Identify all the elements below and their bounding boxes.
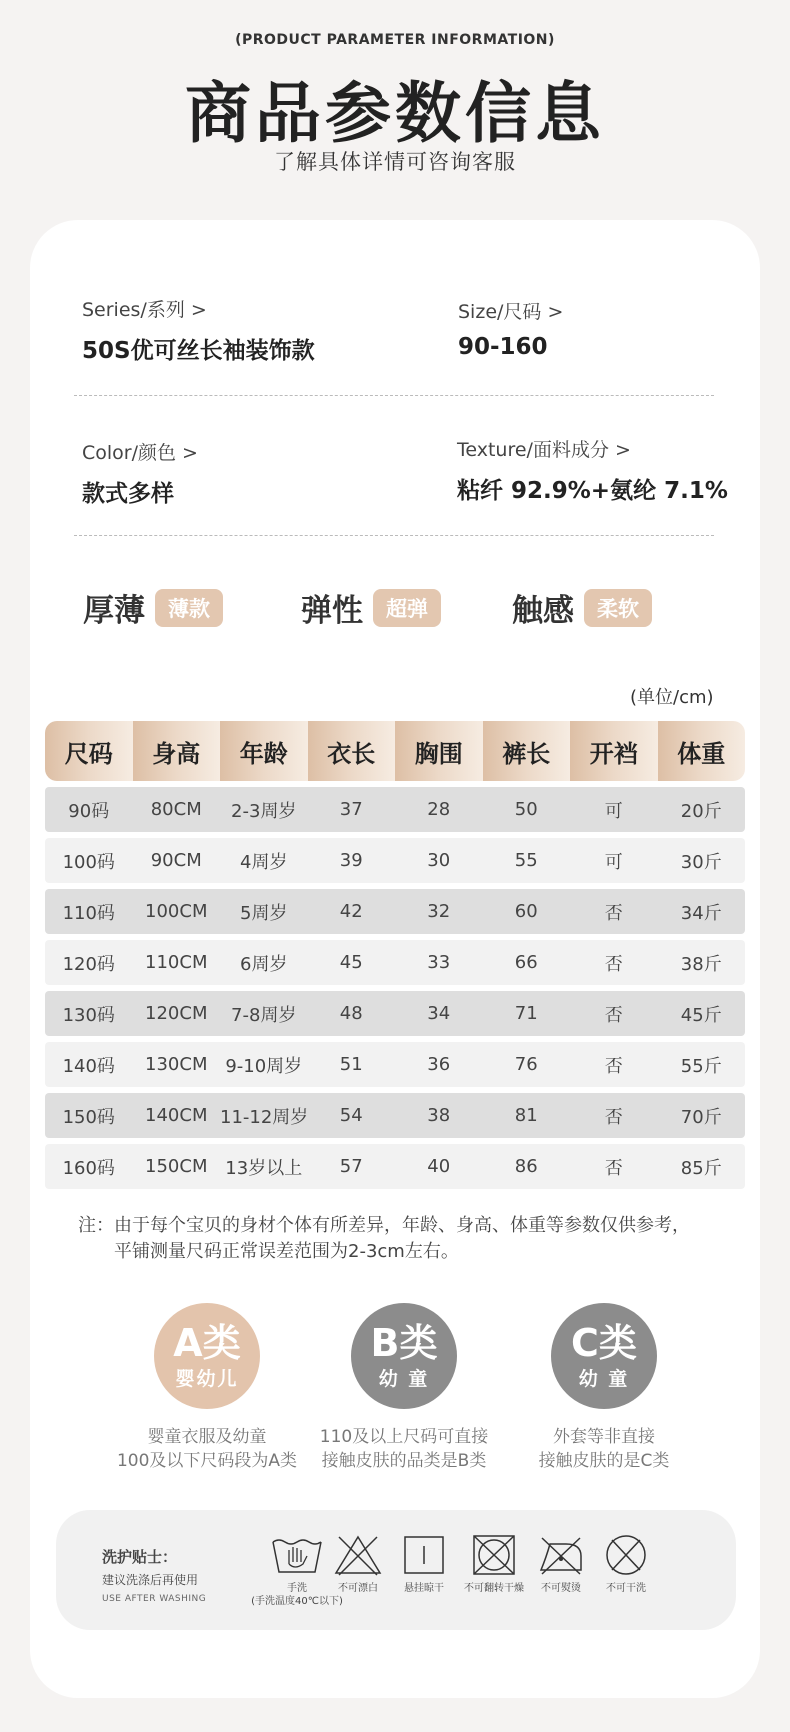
table-cell: 55 (483, 838, 571, 883)
feature-tag: 超弹 (373, 589, 441, 627)
param-series-value: 50S优可丝长袖装饰款 (82, 338, 315, 364)
table-row (45, 1093, 745, 1138)
table-cell: 34 (395, 991, 483, 1036)
table-cell: 140码 (45, 1042, 133, 1087)
feature-thickness (83, 585, 223, 630)
table-cell: 130CM (133, 1042, 221, 1087)
category-badge-title: A类 (173, 1320, 241, 1365)
table-cell: 48 (308, 991, 396, 1036)
category-badge-subtitle: 婴幼儿 (175, 1367, 239, 1390)
table-cell: 120码 (45, 940, 133, 985)
page-header (0, 0, 790, 220)
table-row (45, 991, 745, 1036)
table-cell: 否 (570, 991, 658, 1036)
param-texture-value: 粘纤 92.9%+氨纶 7.1% (457, 478, 728, 504)
category-badge-subtitle: 幼 童 (578, 1367, 630, 1390)
table-cell: 45 (308, 940, 396, 985)
table-cell: 39 (308, 838, 396, 883)
table-row (45, 889, 745, 934)
category-description (97, 1425, 317, 1473)
table-cell: 150码 (45, 1093, 133, 1138)
table-row (45, 838, 745, 883)
table-cell: 13岁以上 (220, 1144, 308, 1189)
table-cell: 100CM (133, 889, 221, 934)
care-title-block (102, 1546, 206, 1604)
page-subtitle: 了解具体详情可咨询客服 (274, 150, 516, 174)
table-header-cell: 衣长 (308, 721, 396, 781)
table-cell: 110码 (45, 889, 133, 934)
table-cell: 81 (483, 1093, 571, 1138)
category-desc-line: 110及以上尺码可直接 (319, 1427, 489, 1447)
table-header-cell: 尺码 (45, 721, 133, 781)
category-badge-title: C类 (571, 1320, 637, 1365)
category-badge-title: B类 (370, 1320, 438, 1365)
hang-dry-icon (399, 1534, 449, 1576)
table-cell: 否 (570, 1144, 658, 1189)
table-cell: 160码 (45, 1144, 133, 1189)
table-cell: 120CM (133, 991, 221, 1036)
table-cell: 60 (483, 889, 571, 934)
table-cell: 85斤 (658, 1144, 746, 1189)
table-header-cell: 胸围 (395, 721, 483, 781)
table-cell: 否 (570, 940, 658, 985)
no-dry-clean-icon (601, 1534, 651, 1576)
table-cell: 80CM (133, 787, 221, 832)
divider (74, 535, 714, 536)
note-line: 平铺测量尺码正常误差范围为2-3cm左右。 (114, 1241, 459, 1262)
table-cell: 76 (483, 1042, 571, 1087)
feature-name: 触感 (512, 593, 574, 629)
care-item-label: 悬挂晾干 (404, 1583, 444, 1594)
feature-elasticity (301, 585, 441, 630)
category-badge (351, 1303, 457, 1409)
table-cell: 38 (395, 1093, 483, 1138)
table-header-row (45, 721, 745, 781)
care-item-label: 手洗 (287, 1583, 307, 1594)
feature-tag: 柔软 (584, 589, 652, 627)
care-item-label: 不可漂白 (338, 1583, 378, 1594)
table-row (45, 940, 745, 985)
param-size-value: 90-160 (458, 334, 548, 360)
category-b (294, 1303, 514, 1473)
table-cell: 140CM (133, 1093, 221, 1138)
category-badge (551, 1303, 657, 1409)
table-cell: 90码 (45, 787, 133, 832)
table-cell: 150CM (133, 1144, 221, 1189)
care-item-hang-dry (386, 1534, 462, 1595)
divider (74, 395, 714, 396)
param-series (82, 295, 315, 365)
param-size (458, 297, 563, 360)
category-badge (154, 1303, 260, 1409)
table-row (45, 1042, 745, 1087)
table-cell: 71 (483, 991, 571, 1036)
no-tumble-dry-icon (469, 1534, 519, 1576)
no-iron-icon (536, 1534, 586, 1576)
table-cell: 28 (395, 787, 483, 832)
feature-name: 厚薄 (83, 593, 145, 629)
table-cell: 否 (570, 889, 658, 934)
table-cell: 51 (308, 1042, 396, 1087)
care-item-no-bleach (320, 1534, 396, 1595)
category-description (294, 1425, 514, 1473)
table-cell: 70斤 (658, 1093, 746, 1138)
care-item-label: (手洗温度40℃以下) (251, 1596, 343, 1607)
size-table (45, 715, 745, 1195)
param-texture (457, 435, 728, 505)
care-item-label: 不可翻转干燥 (464, 1583, 524, 1594)
category-desc-line: 外套等非直接 (553, 1427, 655, 1447)
param-color-value: 款式多样 (82, 481, 174, 507)
care-subtitle-en: USE AFTER WASHING (102, 1594, 207, 1604)
table-header-cell: 身高 (133, 721, 221, 781)
table-cell: 否 (570, 1093, 658, 1138)
table-cell: 36 (395, 1042, 483, 1087)
category-desc-line: 接触皮肤的品类是B类 (321, 1451, 487, 1471)
table-cell: 33 (395, 940, 483, 985)
table-cell: 55斤 (658, 1042, 746, 1087)
table-header-cell: 年龄 (220, 721, 308, 781)
table-cell: 2-3周岁 (220, 787, 308, 832)
table-cell: 7-8周岁 (220, 991, 308, 1036)
table-cell: 30 (395, 838, 483, 883)
care-panel (56, 1510, 736, 1630)
table-cell: 20斤 (658, 787, 746, 832)
care-subtitle: 建议洗涤后再使用 (102, 1573, 199, 1587)
table-cell: 38斤 (658, 940, 746, 985)
table-row (45, 787, 745, 832)
care-item-no-dry-clean (588, 1534, 664, 1595)
table-header-cell: 体重 (658, 721, 746, 781)
category-desc-line: 接触皮肤的是C类 (538, 1451, 670, 1471)
table-cell: 34斤 (658, 889, 746, 934)
table-cell: 11-12周岁 (220, 1093, 308, 1138)
category-desc-line: 婴童衣服及幼童 (147, 1427, 267, 1447)
unit-label: (单位/cm) (630, 687, 714, 708)
table-row (45, 1144, 745, 1189)
param-texture-label: Texture/面料成分 > (457, 439, 631, 461)
table-cell: 42 (308, 889, 396, 934)
table-cell: 可 (570, 838, 658, 883)
table-cell: 37 (308, 787, 396, 832)
table-cell: 5周岁 (220, 889, 308, 934)
table-cell: 否 (570, 1042, 658, 1087)
table-cell: 可 (570, 787, 658, 832)
category-a (97, 1303, 317, 1473)
table-cell: 66 (483, 940, 571, 985)
care-item-label: 不可熨烫 (541, 1583, 581, 1594)
table-cell: 57 (308, 1144, 396, 1189)
category-desc-line: 100及以下尺码段为A类 (116, 1451, 298, 1471)
param-size-label: Size/尺码 > (458, 301, 564, 323)
table-cell: 50 (483, 787, 571, 832)
feature-tag: 薄款 (155, 589, 223, 627)
table-cell: 90CM (133, 838, 221, 883)
table-cell: 100码 (45, 838, 133, 883)
table-cell: 54 (308, 1093, 396, 1138)
care-title: 洗护贴士： (102, 1548, 178, 1566)
care-item-label: 不可干洗 (606, 1583, 646, 1594)
table-cell: 4周岁 (220, 838, 308, 883)
care-item-no-tumble-dry (456, 1534, 532, 1595)
param-color (82, 438, 198, 508)
param-series-label: Series/系列 > (82, 299, 207, 321)
category-description (494, 1425, 714, 1473)
category-badge-subtitle: 幼 童 (378, 1367, 430, 1390)
note-line: 注：由于每个宝贝的身材个体有所差异，年龄、身高、体重等参数仅供参考， (78, 1215, 690, 1236)
hand-wash-icon (269, 1534, 325, 1576)
size-note (78, 1213, 738, 1265)
table-header-cell: 开裆 (570, 721, 658, 781)
table-cell: 45斤 (658, 991, 746, 1036)
header-english-subtitle: (PRODUCT PARAMETER INFORMATION) (235, 32, 555, 48)
table-cell: 32 (395, 889, 483, 934)
table-header-cell: 裤长 (483, 721, 571, 781)
table-cell: 110CM (133, 940, 221, 985)
table-cell: 6周岁 (220, 940, 308, 985)
table-cell: 9-10周岁 (220, 1042, 308, 1087)
table-cell: 30斤 (658, 838, 746, 883)
feature-name: 弹性 (301, 593, 363, 629)
no-bleach-icon (333, 1534, 383, 1576)
table-cell: 40 (395, 1144, 483, 1189)
page-title: 商品参数信息 (185, 75, 605, 152)
category-c (494, 1303, 714, 1473)
table-cell: 130码 (45, 991, 133, 1036)
feature-touch (512, 585, 652, 630)
table-cell: 86 (483, 1144, 571, 1189)
param-color-label: Color/颜色 > (82, 442, 198, 464)
